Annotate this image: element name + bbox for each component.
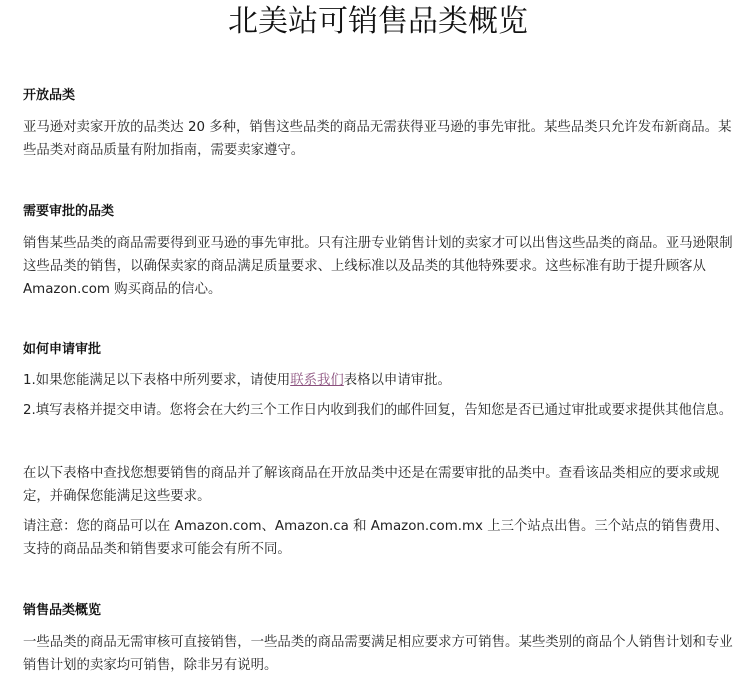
contact-us-link[interactable]: 联系我们 <box>290 373 344 388</box>
paragraph-approval-categories: 销售某些品类的商品需要得到亚马逊的事先审批。只有注册专业销售计划的卖家才可以出售这些品类的商品。亚马逊限制这些品类的销售，以确保卖家的商品满足质量要求、上线标准以及品类的其他特殊要求。这些标准有助于提升顾客从 Amazon.com 购买商品的信心。 <box>23 236 733 297</box>
step-2: 2.填写表格并提交申请。您将会在大约三个工作日内收到我们的邮件回复，告知您是否已通过审批或要求提供其他信息。 <box>23 403 733 418</box>
step-1-text-after: 表格以申请审批。 <box>343 373 451 388</box>
step-1 <box>23 369 735 392</box>
heading-overview: 销售品类概览 <box>23 603 102 618</box>
step-1-text-before: 1.如果您能满足以下表格中所列要求，请使用 <box>23 373 291 388</box>
page-title: 北美站可销售品类概览 <box>228 4 528 39</box>
paragraph-open-categories: 亚马逊对卖家开放的品类达 20 多种，销售这些品类的商品无需获得亚马逊的事先审批。某些品类只允许发布新商品。某些品类对商品质量有附加指南，需要卖家遵守。 <box>23 120 732 158</box>
paragraph-lookup: 在以下表格中查找您想要销售的商品并了解该商品在开放品类中还是在需要审批的品类中。查看该品类相应的要求或规定，并确保您能满足这些要求。 <box>23 466 720 504</box>
heading-open-categories: 开放品类 <box>23 88 76 103</box>
paragraph-note: 请注意：您的商品可以在 Amazon.com、Amazon.ca 和 Amazon.com.mx 上三个站点出售。三个站点的销售费用、支持的商品品类和销售要求可能会有所不同。 <box>23 519 729 557</box>
heading-approval-categories: 需要审批的品类 <box>23 204 115 219</box>
heading-how-to-apply: 如何申请审批 <box>23 342 102 357</box>
paragraph-overview: 一些品类的商品无需审核可直接销售，一些品类的商品需要满足相应要求方可销售。某些类别的商品个人销售计划和专业销售计划的卖家均可销售，除非另有说明。 <box>23 635 733 673</box>
